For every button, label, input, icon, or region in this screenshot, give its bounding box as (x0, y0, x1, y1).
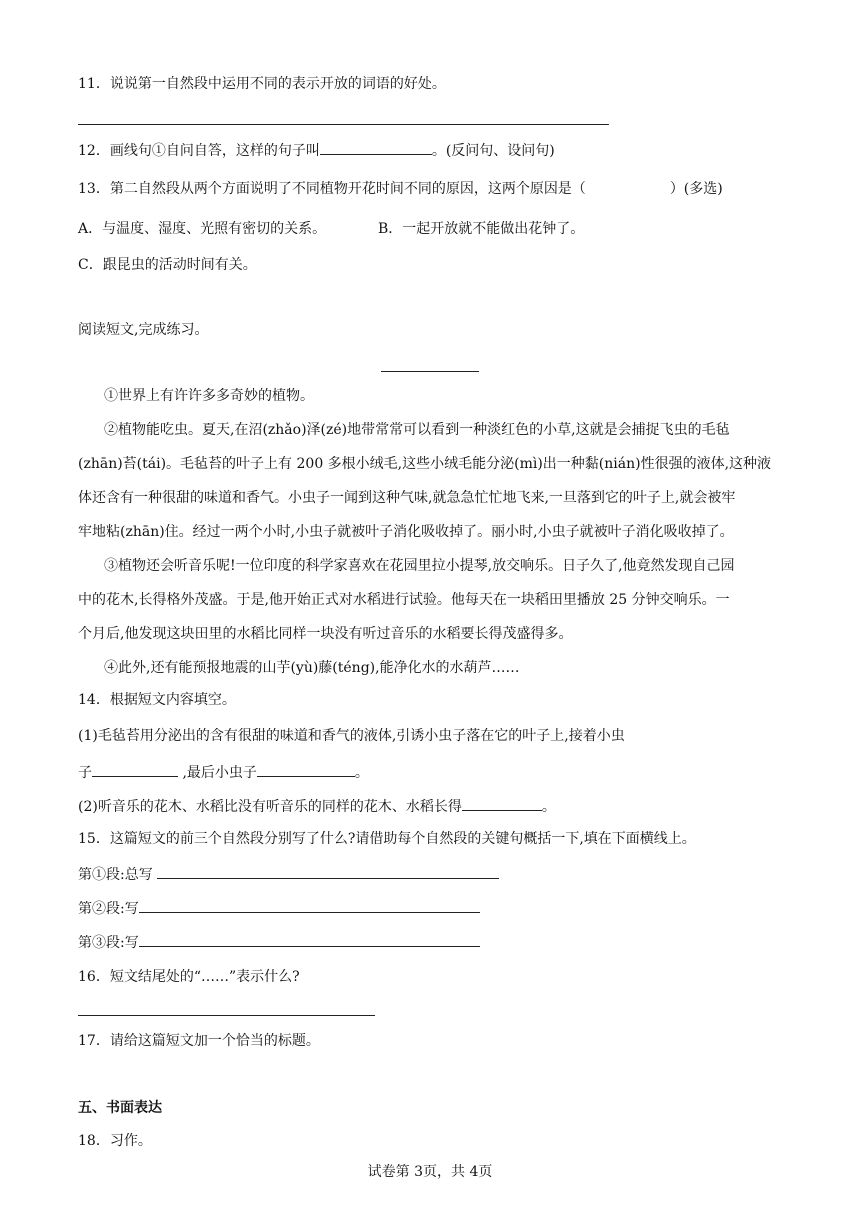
blank-15-1 (157, 864, 499, 879)
blank-12 (320, 140, 432, 155)
section-5-heading: 五、书面表达 (78, 1100, 162, 1116)
question-13: 13．第二自然段从两个方面说明了不同植物开花时间不同的原因，这两个原因是（ ）(多选) (78, 181, 723, 197)
question-11: 11．说说第一自然段中运用不同的表示开放的词语的好处。 (78, 76, 446, 92)
passage-p3-line3: 个月后,他发现这块田里的水稻比同样一块没有听过音乐的水稻要长得茂盛得多。 (78, 626, 573, 642)
passage-p4: ④此外,还有能预报地震的山芋(yù)藤(téng),能净化水的水葫芦…… (104, 660, 520, 676)
blank-14-1a (92, 762, 178, 777)
reading-intro: 阅读短文,完成练习。 (78, 322, 209, 338)
option-c: C．跟昆虫的活动时间有关。 (78, 257, 257, 273)
passage-p3-line1: ③植物还会听音乐呢!一位印度的科学家喜欢在花园里拉小提琴,放交响乐。日子久了,他竟然发现自己园 (104, 558, 735, 574)
passage-p2-line3: 体还含有一种很甜的味道和香气。小虫子一闻到这种气味,就急急忙忙地飞来,一旦落到它的叶子上,就会被牢 (78, 490, 736, 506)
question-15-para2: 第②段:写 (78, 898, 480, 919)
question-14: 14．根据短文内容填空。 (78, 692, 236, 708)
passage-p2-line4: 牢地粘(zhān)住。经过一两个小时,小虫子就被叶子消化吸收掉了。丽小时,小虫子就被叶子消化吸收掉了。 (78, 524, 734, 540)
blank-15-3 (139, 932, 480, 947)
answer-line-11 (78, 124, 609, 125)
question-15-para3: 第③段:写 (78, 932, 480, 953)
question-16: 16．短文结尾处的“……”表示什么? (78, 969, 300, 985)
blank-14-2 (462, 796, 542, 811)
blank-14-1b (257, 762, 355, 777)
question-15: 15．这篇短文的前三个自然段分别写了什么?请借助每个自然段的关键句概括一下,填在下面横线上。 (78, 831, 696, 847)
question-12: 12．画线句①自问自答，这样的句子叫 。(反问句、设问句) (78, 140, 555, 161)
blank-15-2 (139, 898, 480, 913)
question-17: 17．请给这篇短文加一个恰当的标题。 (78, 1033, 320, 1049)
title-blank-line (381, 371, 479, 372)
question-15-para1: 第①段:总写 (78, 864, 499, 885)
question-14-2: (2)听音乐的花木、水稻比没有听音乐的同样的花木、水稻长得 。 (78, 796, 556, 817)
question-14-1-line2: 子 ,最后小虫子 。 (78, 762, 369, 783)
passage-p1: ①世界上有许许多多奇妙的植物。 (104, 388, 314, 404)
answer-line-16 (78, 1015, 375, 1016)
question-14-1-line1: (1)毛毡苔用分泌出的含有很甜的味道和香气的液体,引诱小虫子落在它的叶子上,接着小虫 (78, 728, 625, 744)
question-18: 18．习作。 (78, 1133, 152, 1149)
passage-p2-line2: (zhān)苔(tái)。毛毡苔的叶子上有 200 多根小绒毛,这些小绒毛能分泌(mì)出一种黏(nián)性很强的液体,这种液 (78, 456, 772, 472)
page-footer: 试卷第 3页，共 4页 (367, 1164, 493, 1180)
option-b: B．一起开放就不能做出花钟了。 (378, 221, 585, 237)
passage-p2-line1: ②植物能吃虫。夏天,在沼(zhǎo)泽(zé)地带常常可以看到一种淡红色的小草,这就是会捕捉飞虫的毛毡 (104, 422, 730, 438)
passage-p3-line2: 中的花木,长得格外茂盛。于是,他开始正式对水稻进行试验。他每天在一块稻田里播放 25 分钟交响乐。一 (78, 592, 730, 608)
option-a: A．与温度、湿度、光照有密切的关系。 (78, 221, 327, 237)
